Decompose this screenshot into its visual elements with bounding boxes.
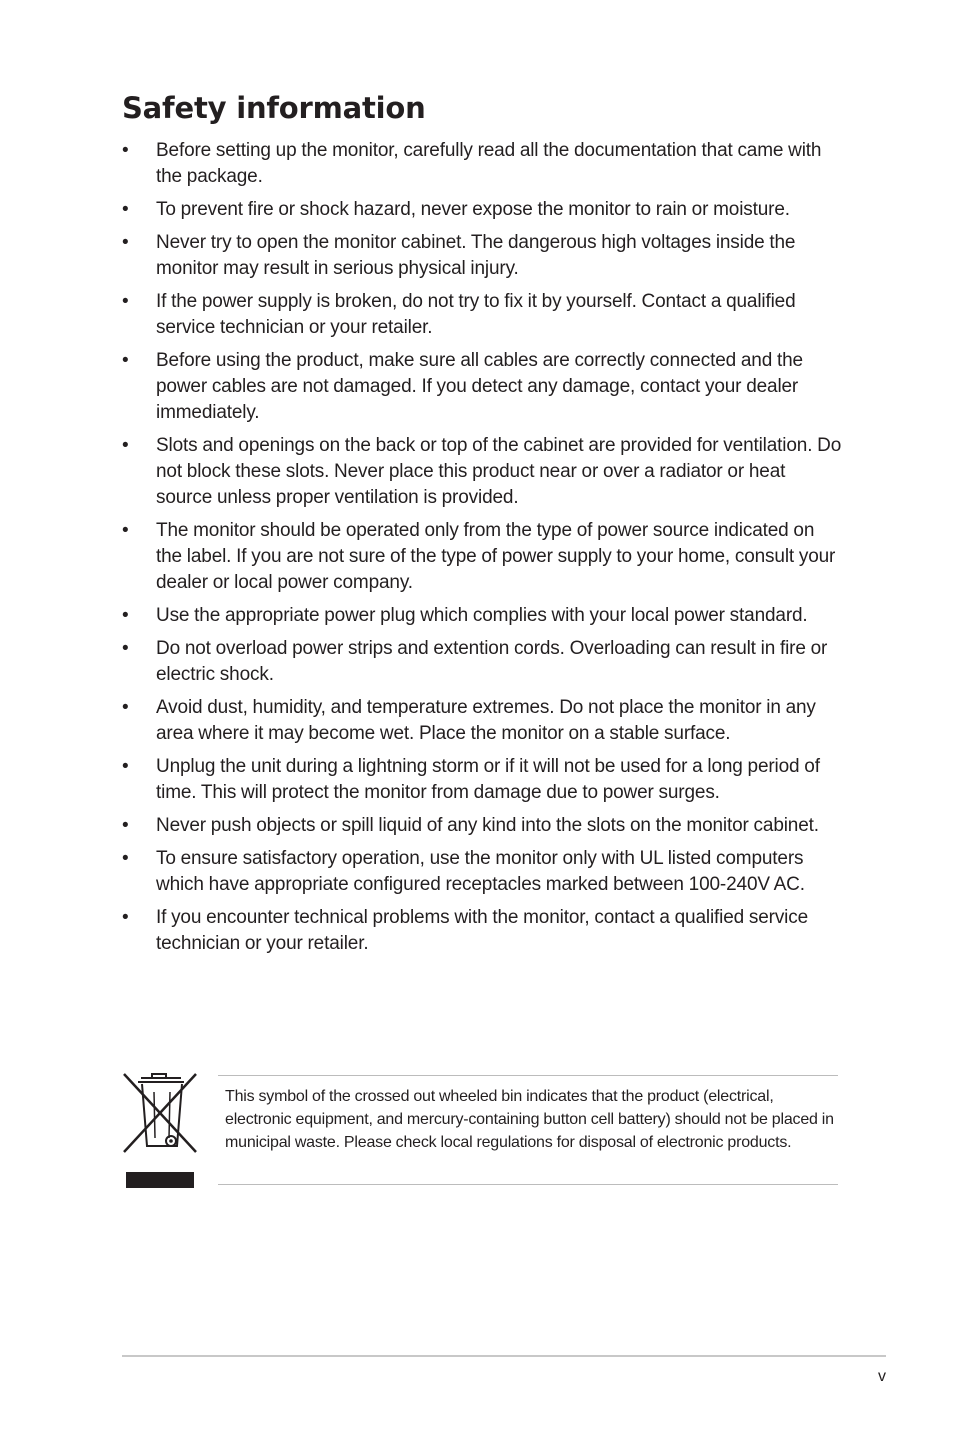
list-item [122, 905, 842, 957]
list-item-text: Never push objects or spill liquid of any kind into the slots on the monitor cabinet. [156, 815, 819, 836]
bullet-marker: • [122, 140, 129, 161]
bullet-marker: • [122, 697, 129, 718]
bullet-marker: • [122, 638, 129, 659]
bullet-marker: • [122, 291, 129, 312]
bullet-marker: • [122, 907, 129, 928]
list-item [122, 348, 842, 426]
list-item [122, 138, 842, 190]
list-item-text: Never try to open the monitor cabinet. The dangerous high voltages inside the monitor may result in serious physical injury. [156, 232, 796, 279]
list-item-text: If you encounter technical problems with the monitor, contact a qualified service technician or your retailer. [156, 907, 809, 954]
disposal-notice [122, 1068, 838, 1192]
bullet-marker: • [122, 232, 129, 253]
bullet-marker: • [122, 435, 129, 456]
list-item [122, 603, 842, 629]
footer-divider [122, 1355, 886, 1357]
list-item-text: Before using the product, make sure all cables are correctly connected and the power cables are not damaged. If you detect any damage, contact your dealer immediately. [156, 350, 803, 423]
list-item-text: Slots and openings on the back or top of the cabinet are provided for ventilation. Do not block these slots. Never place this product near or over a radiator or heat source unless proper ventilation is provided. [156, 435, 842, 508]
notice-text: This symbol of the crossed out wheeled bin indicates that the product (electrical, electronic equipment, and mercury-containing button cell battery) should not be placed in municipal waste. Please check local regulations for disposal of electronic products. [225, 1088, 834, 1151]
list-item [122, 636, 842, 688]
bullet-marker: • [122, 199, 129, 220]
list-item-text: To ensure satisfactory operation, use the monitor only with UL listed computers which have appropriate configured receptacles marked between 100-240V AC. [156, 848, 805, 895]
bullet-marker: • [122, 520, 129, 541]
list-item-text: If the power supply is broken, do not try to fix it by yourself. Contact a qualified service technician or your retailer. [156, 291, 796, 338]
notice-box [218, 1075, 838, 1185]
list-item-text: Avoid dust, humidity, and temperature extremes. Do not place the monitor in any area where it may become wet. Place the monitor on a stable surface. [156, 697, 816, 744]
list-item-text: Do not overload power strips and extention cords. Overloading can result in fire or electric shock. [156, 638, 828, 685]
list-item [122, 518, 842, 596]
bullet-marker: • [122, 848, 129, 869]
bullet-marker: • [122, 815, 129, 836]
page-number: v [878, 1368, 886, 1385]
list-item [122, 813, 842, 839]
bullet-marker: • [122, 756, 129, 777]
list-item [122, 754, 842, 806]
list-item [122, 433, 842, 511]
list-item-text: Use the appropriate power plug which complies with your local power standard. [156, 605, 808, 626]
list-item-text: Unplug the unit during a lightning storm or if it will not be used for a long period of time. This will protect the monitor from damage due to power surges. [156, 756, 820, 803]
list-item-text: Before setting up the monitor, carefully read all the documentation that came with the package. [156, 140, 822, 187]
bullet-marker: • [122, 350, 129, 371]
list-item [122, 230, 842, 282]
crossed-out-wheeled-bin-icon [122, 1070, 200, 1190]
safety-list [122, 138, 842, 964]
list-item [122, 695, 842, 747]
list-item [122, 289, 842, 341]
list-item [122, 197, 842, 223]
bullet-marker: • [122, 605, 129, 626]
list-item-text: The monitor should be operated only from the type of power source indicated on the label. If you are not sure of the type of power supply to your home, consult your dealer or local power company. [156, 520, 836, 593]
list-item-text: To prevent fire or shock hazard, never expose the monitor to rain or moisture. [156, 199, 790, 220]
page-title: Safety information [122, 91, 426, 125]
list-item [122, 846, 842, 898]
